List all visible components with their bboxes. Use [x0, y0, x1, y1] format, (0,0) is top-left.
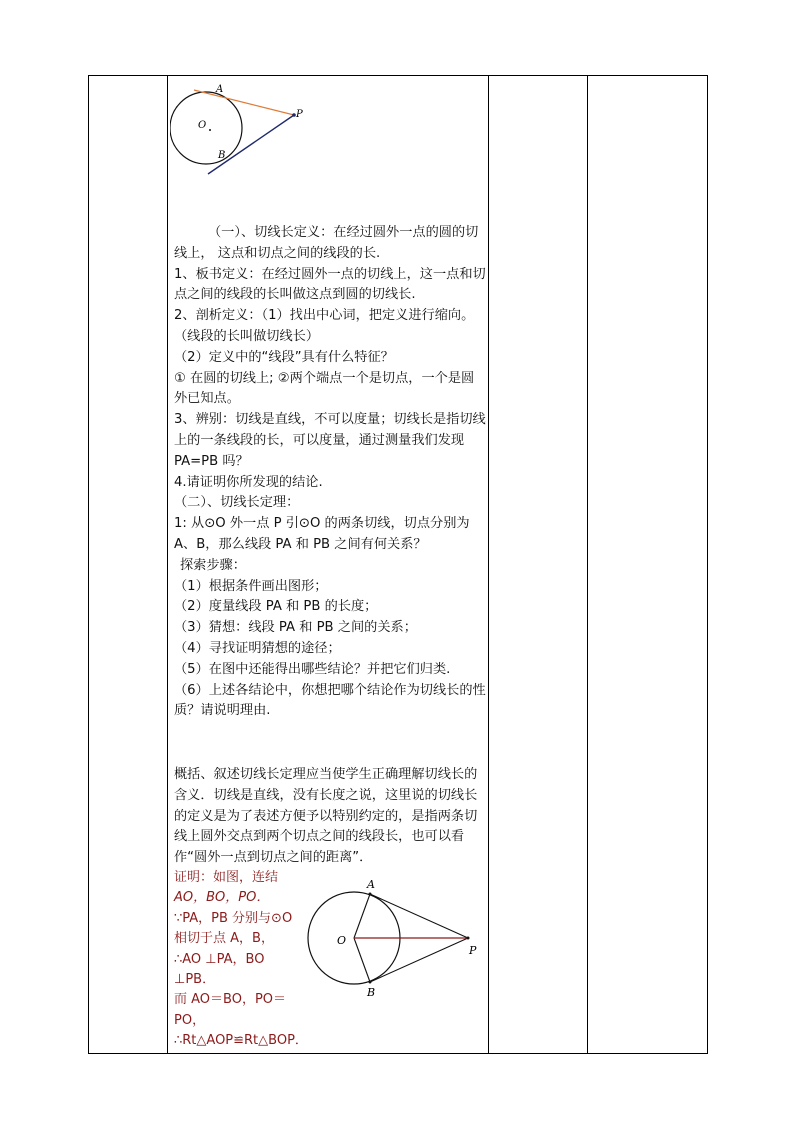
proof-line-3: ∵PA，PB 分别与⊙O 相切于点 A，B，	[174, 910, 293, 947]
step-3: （3）猜想：线段 PA 和 PB 之间的关系；	[174, 620, 417, 636]
tangent-pa	[370, 894, 468, 938]
table-left-border	[88, 75, 89, 1054]
step-6: （6）上述各结论中，你想把哪个结论作为切线长的性质？请说明理由.	[174, 682, 486, 719]
step-1: （1）根据条件画出图形；	[174, 578, 328, 594]
label-b-2: B	[367, 986, 376, 999]
point-p-2	[467, 937, 470, 940]
paragraph-theorem-heading: （二）、切线长定理：	[174, 495, 300, 511]
label-a-2: A	[367, 878, 375, 891]
tangent-figure-1	[170, 80, 320, 180]
radius-ob	[354, 938, 370, 982]
paragraph-theorem-question: 1: 从⊙O 外一点 P 引⊙O 的两条切线，切点分别为 A、B，那么线段 PA 和 PB 之间有何关系？	[174, 516, 470, 552]
summary-paragraph: 概括、叙述切线长定理应当使学生正确理解切线长的含义．切线是直线，没有长度之说，这里说的切线长的定义是为了表述方便予以特别约定的，是指两条切线上圆外交点到两个切点之间的线段长，也可以看作“圆外一点到切点之间的距离”．	[174, 767, 478, 866]
label-b: B	[218, 150, 226, 161]
paragraph-question: （2）定义中的“线段”具有什么特征？	[174, 349, 394, 365]
point-a-2	[369, 893, 372, 896]
column-divider-3	[587, 75, 588, 1054]
paragraph-features: ① 在圆的切线上; ②两个端点一个是切点，一个是圆外已知点。	[174, 370, 475, 407]
paragraph-distinguish: 3、辨别：切线是直线，不可以度量；切线长是指切线上的一条线段的长，可以度量，通过测量我们发现 PA=PB 吗？	[174, 412, 486, 469]
proof-line-5: 而 AO＝BO，PO＝PO，	[174, 992, 287, 1028]
step-4: （4）寻找证明猜想的途径；	[174, 640, 341, 656]
proof-line-4: ∴AO ⊥PA，BO ⊥PB．	[174, 951, 265, 988]
paragraph-steps-heading: 探索步骤：	[180, 557, 246, 573]
column-divider-1	[167, 75, 168, 1054]
table-bottom-border	[88, 1053, 708, 1054]
step-2: （2）度量线段 PA 和 PB 的长度；	[174, 599, 378, 615]
paragraph-prove: 4.请证明你所发现的结论.	[174, 474, 323, 490]
proof-text	[174, 868, 308, 1052]
tangent-line-pb	[208, 115, 294, 174]
label-a: A	[216, 84, 224, 95]
table-top-border	[88, 75, 708, 76]
paragraph-analysis: 2、剖析定义：（1）找出中心词，把定义进行缩向。（线段的长叫做切线长）	[174, 308, 475, 344]
lesson-text	[174, 223, 486, 722]
label-o: O	[198, 120, 207, 131]
point-b-2	[369, 981, 372, 984]
paragraph-definition: （一）、切线长定义：在经过圆外一点的圆的切线上， 这点和切点之间的线段的长.	[174, 225, 479, 261]
paragraph-board-definition: 1、板书定义：在经过圆外一点的切线上，这一点和切点之间的线段的长叫做这点到圆的切线长.	[174, 266, 486, 303]
label-p: P	[296, 109, 303, 120]
proof-line-2: AO，BO，PO．	[174, 890, 270, 906]
tangent-figure-2	[300, 872, 490, 1000]
proof-line-1: 证明：如图，连结	[174, 870, 279, 885]
center-point	[209, 129, 211, 131]
label-p-2: P	[469, 944, 477, 957]
tangent-pb	[370, 938, 468, 982]
table-right-border	[707, 75, 708, 1054]
tangent-line-pa	[194, 90, 294, 115]
proof-line-6: ∴Rt△AOP≌Rt△BOP．	[174, 1033, 308, 1049]
label-o-2: O	[337, 934, 347, 947]
summary-text	[174, 765, 486, 869]
radius-oa	[354, 894, 370, 938]
step-5: （5）在图中还能得出哪些结论？并把它们归类.	[174, 661, 451, 677]
